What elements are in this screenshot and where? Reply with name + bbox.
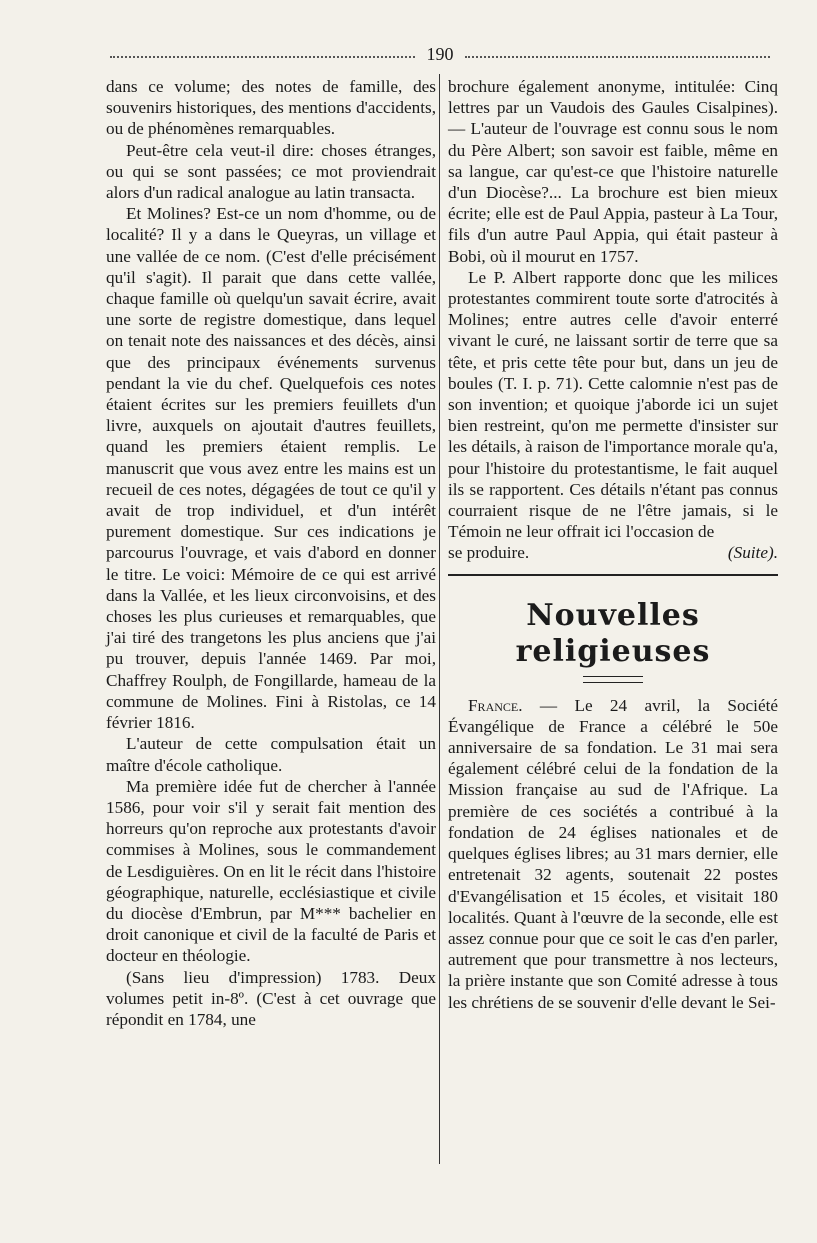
section-heading: Nouvelles religieuses <box>515 597 711 669</box>
paragraph: Et Molines? Est-ce un nom d'homme, ou de localité? Il y a dans le Queyras, un village et une vallée de ce nom. (C'est d'elle précisément qu'il s'agit). Il parait que dans cette vallée, chaque famille où quelqu'un savait écrire, avait une sorte de registre domestique, dans lequel on tenait note des naissances et des décès, ainsi que des principaux événements survenus pendant la vie du chef. Quelquefois ces notes étaient écrites sur les premiers feuillets d'un livre, auxquels on ajoutait d'autres feuillets, quand les premiers étaient remplis. Le manuscrit que vous avez entre les mains est un recueil de ces notes, dégagées de tout ce qu'il y avait de trop individuel, et d'un intérêt purement domestique. Sur ces indications je parcourus l'ouvrage, et vais d'abord en donner le titre. Le voici: Mémoire de ce qui est arrivé dans la Vallée, et les lieux circonvoisins, et des choses les plus curieuses et remarquables, que j'ai tiré des trangetons les plus anciens que j'ai pu trouver, depuis l'année 1469. Par moi, Chaffrey Roulph, de Fongillarde, hameau de la commune de Molines. Fini à Ristolas, ce 14 février 1816. <box>106 204 436 733</box>
section-rule <box>448 574 778 576</box>
paragraph: dans ce volume; des notes de famille, des souvenirs historiques, des mentions d'accidents, ou de phénomènes remarquables. <box>106 77 436 139</box>
continued-marker: (Suite). <box>727 543 778 563</box>
paragraph: Peut-être cela veut-il dire: choses étranges, ou qui se sont passées; ce mot proviendrait alors d'un radical analogue au latin transacta. <box>106 140 436 203</box>
paragraph: brochure également anonyme, intitulée: Cinq lettres par un Vaudois des Gaules Cisalpines). — L'auteur de l'ouvrage est connu sous le nom du Père Albert; son savoir est faible, même en sa langue, car qu'est-ce que l'histoire naturelle d'un Diocèse?... La brochure est bien mieux écrite; elle est de Paul Appia, pasteur à La Tour, fils d'un autre Paul Appia, qui était pasteur à Bobi, où il mourut en 1757. <box>448 77 778 266</box>
paragraph: Ma première idée fut de chercher à l'année 1586, pour voir s'il y serait fait mention des horreurs qu'on reproche aux protestants d'avoir commises à Molines, sous le commandement de Lesdiguières. On en lit le récit dans l'histoire géographique, naturelle, ecclésiastique et civile du diocèse d'Embrun, par M*** bachelier en droit canonique et civil de la faculté de Paris et docteur en théologie. <box>106 776 436 966</box>
header-rule-right <box>465 56 770 58</box>
news-text: — Le 24 avril, la Société Évangélique de France a célébré le 50e anniversaire de sa fondation. Le 31 mai sera également célébré celui de la fondation de la Mission française au sud de l'Afrique. La première de ces sociétés a contribué à la fondation de 24 églises nationales et de quelques églises libres; au 31 mars dernier, elle entretenait 32 agents, soutenait 22 postes d'Evangélisation et 15 écoles, et visitait 180 localités. Quant à l'œuvre de la seconde, elle est assez connue pour que ce soit le cas d'en parler, autrement que pour transmettre à nos lecteurs, la prière instante que son Comité adresse à tous les chrétiens de se souvenir d'elle devant le Sei- <box>448 695 778 1012</box>
heading-ornament-rule <box>583 676 643 683</box>
paragraph: L'auteur de cette compulsation était un maître d'école catholique. <box>106 734 436 775</box>
page-header <box>110 44 770 70</box>
article-end-line <box>448 542 778 563</box>
news-paragraph <box>448 695 778 1013</box>
left-column <box>106 76 436 1030</box>
column-divider <box>439 74 440 1164</box>
last-line-text: se produire. <box>448 543 530 563</box>
header-rule-left <box>110 56 415 58</box>
right-column <box>448 76 778 1013</box>
paragraph: Le P. Albert rapporte donc que les milices protestantes commirent toute sorte d'atrocités à Molines; entre autres celle d'avoir enterré vivant le curé, ne laissant sortir de terre que sa tête, et pris cette tête pour but, dans un jeu de boules (T. I. p. 71). Cette calomnie n'est pas de son invention; et quoique j'aborde ici un sujet bien restreint, qu'on me permette d'insister sur les détails, à raison de l'importance morale qu'a, pour l'histoire du protestantisme, le fait auquel ils se rapportent. Ces détails n'étant pas connus courraient risque de ne l'être jamais, si le Témoin ne leur offrait ici l'occasion de <box>448 267 778 542</box>
paragraph: (Sans lieu d'impression) 1783. Deux volumes petit in-8º. (C'est à cet ouvrage que répondit en 1784, une <box>106 967 436 1029</box>
news-label: France. <box>468 695 523 715</box>
page-number: 190 <box>426 44 454 64</box>
